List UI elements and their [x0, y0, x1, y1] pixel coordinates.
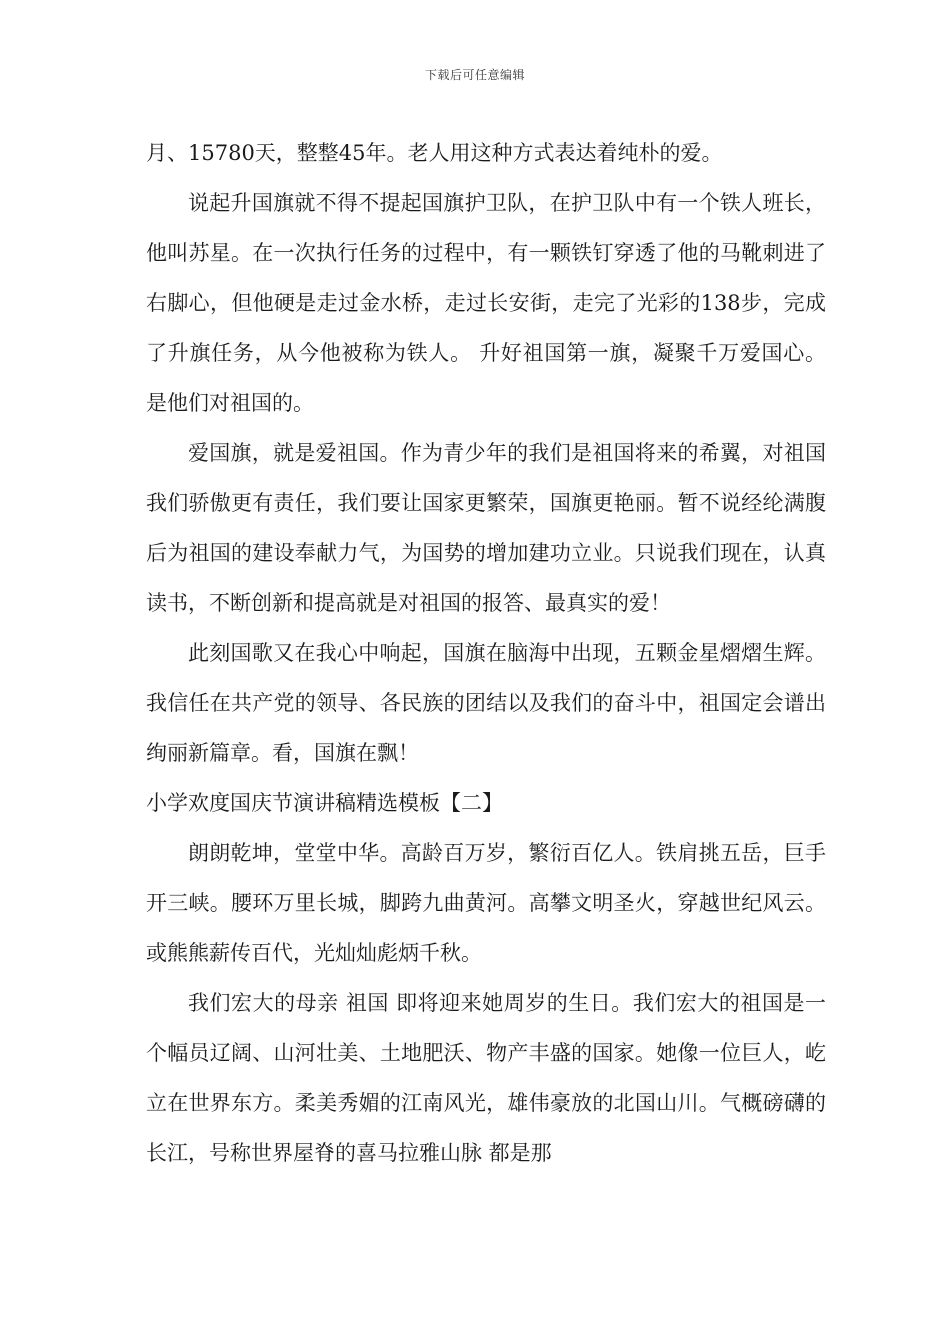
- paragraph-anthem: 此刻国歌又在我心中响起，国旗在脑海中出现，五颗金星熠熠生辉。我信任在共产党的领导、各民族的团结以及我们的奋斗中，祖国定会谱出绚丽新篇章。看，国旗在飘！: [146, 641, 826, 765]
- paragraph-love-flag: 爱国旗，就是爱祖国。作为青少年的我们是祖国将来的希翼，对祖国我们骄傲更有责任，我们要让国家更繁荣，国旗更艳丽。暂不说经纶满腹后为祖国的建设奉献力气，为国势的增加建功立业。只说我们现在，认真读书，不断创新和提高就是对祖国的报答、最真实的爱！: [146, 441, 826, 615]
- page-header-note: 下载后可任意编辑: [424, 68, 525, 82]
- paragraph-china-praise: 朗朗乾坤，堂堂中华。高龄百万岁，繁衍百亿人。铁肩挑五岳，巨手开三峡。腰环万里长城，脚跨九曲黄河。高攀文明圣火，穿越世纪风云。或熊熊薪传百代，光灿灿彪炳千秋。: [146, 841, 826, 965]
- paragraph-motherland: 我们宏大的母亲 祖国 即将迎来她周岁的生日。我们宏大的祖国是一个幅员辽阔、山河壮美、土地肥沃、物产丰盛的国家。她像一位巨人，屹立在世界东方。柔美秀媚的江南风光，雄伟豪放的北国山川。气概磅礴的长江，号称世界屋脊的喜马拉雅山脉 都是那: [146, 991, 826, 1165]
- section-title: 小学欢度国庆节演讲稿精选模板【二】: [146, 791, 503, 815]
- document-body: [146, 128, 826, 1178]
- paragraph-flag-guard: 说起升国旗就不得不提起国旗护卫队，在护卫队中有一个铁人班长，他叫苏星。在一次执行任务的过程中，有一颗铁钉穿透了他的马靴刺进了右脚心，但他硬是走过金水桥，走过长安街，走完了光彩的138步，完成了升旗任务，从今他被称为铁人。 升好祖国第一旗，凝聚千万爱国心。 是他们对祖国的。: [146, 191, 826, 415]
- paragraph-continued: 月、15780天，整整45年。老人用这种方式表达着纯朴的爱。: [146, 141, 723, 165]
